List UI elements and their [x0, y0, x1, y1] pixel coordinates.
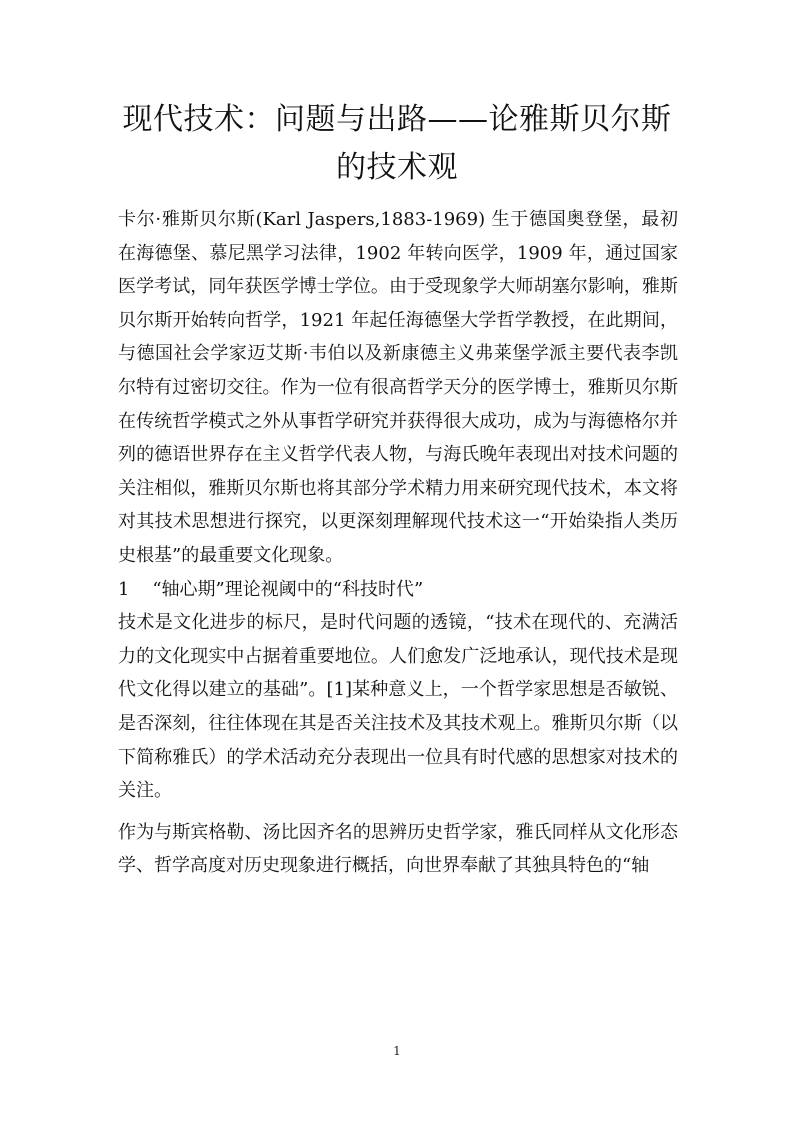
paragraph-technology: 技术是文化进步的标尺，是时代问题的透镜，“技术在现代的、充满活力的文化现实中占据着重要地位。人们愈发广泛地承认，现代技术是现代文化得以建立的基础”。[1]某种意义上，一个哲学家思想是否敏锐、是否深刻，往往体现在其是否关注技术及其技术观上。雅斯贝尔斯（以下简称雅氏）的学术活动充分表现出一位具有时代感的思想家对技术的关注。 — [118, 612, 678, 802]
page-title: 现代技术：问题与出路——论雅斯贝尔斯的技术观 — [122, 102, 672, 185]
section-heading: 1 “轴心期”理论视阈中的“科技时代” — [118, 578, 424, 600]
page-number: 1 — [393, 1044, 401, 1058]
paragraph-intro: 卡尔·雅斯贝尔斯(Karl Jaspers,1883-1969) 生于德国奥登堡，最初在海德堡、慕尼黑学习法律，1902 年转向医学，1909 年，通过国家医学考试，同年获医学博士学位。由于受现象学大师胡塞尔影响，雅斯贝尔斯开始转向哲学，1921 年起任海德堡大学哲学教授，在此期间，与德国社会学家迈艾斯·韦伯以及新康德主义弗莱堡学派主要代表李凯尔特有过密切交往。作为一位有很高哲学天分的医学博士，雅斯贝尔斯在传统哲学模式之外从事哲学研究并获得很大成功，成为与海德格尔并列的德语世界存在主义哲学代表人物，与海氏晚年表现出对技术问题的关注相似，雅斯贝尔斯也将其部分学术精力用来研究现代技术，本文将对其技术思想进行探究，以更深刻理解现代技术这一“开始染指人类历史根基”的最重要文化现象。 — [118, 209, 678, 566]
document-body — [118, 203, 678, 883]
paragraph-axial-age: 作为与斯宾格勒、汤比因齐名的思辨历史哲学家，雅氏同样从文化形态学、哲学高度对历史现象进行概括，向世界奉献了其独具特色的“轴 — [118, 821, 678, 877]
